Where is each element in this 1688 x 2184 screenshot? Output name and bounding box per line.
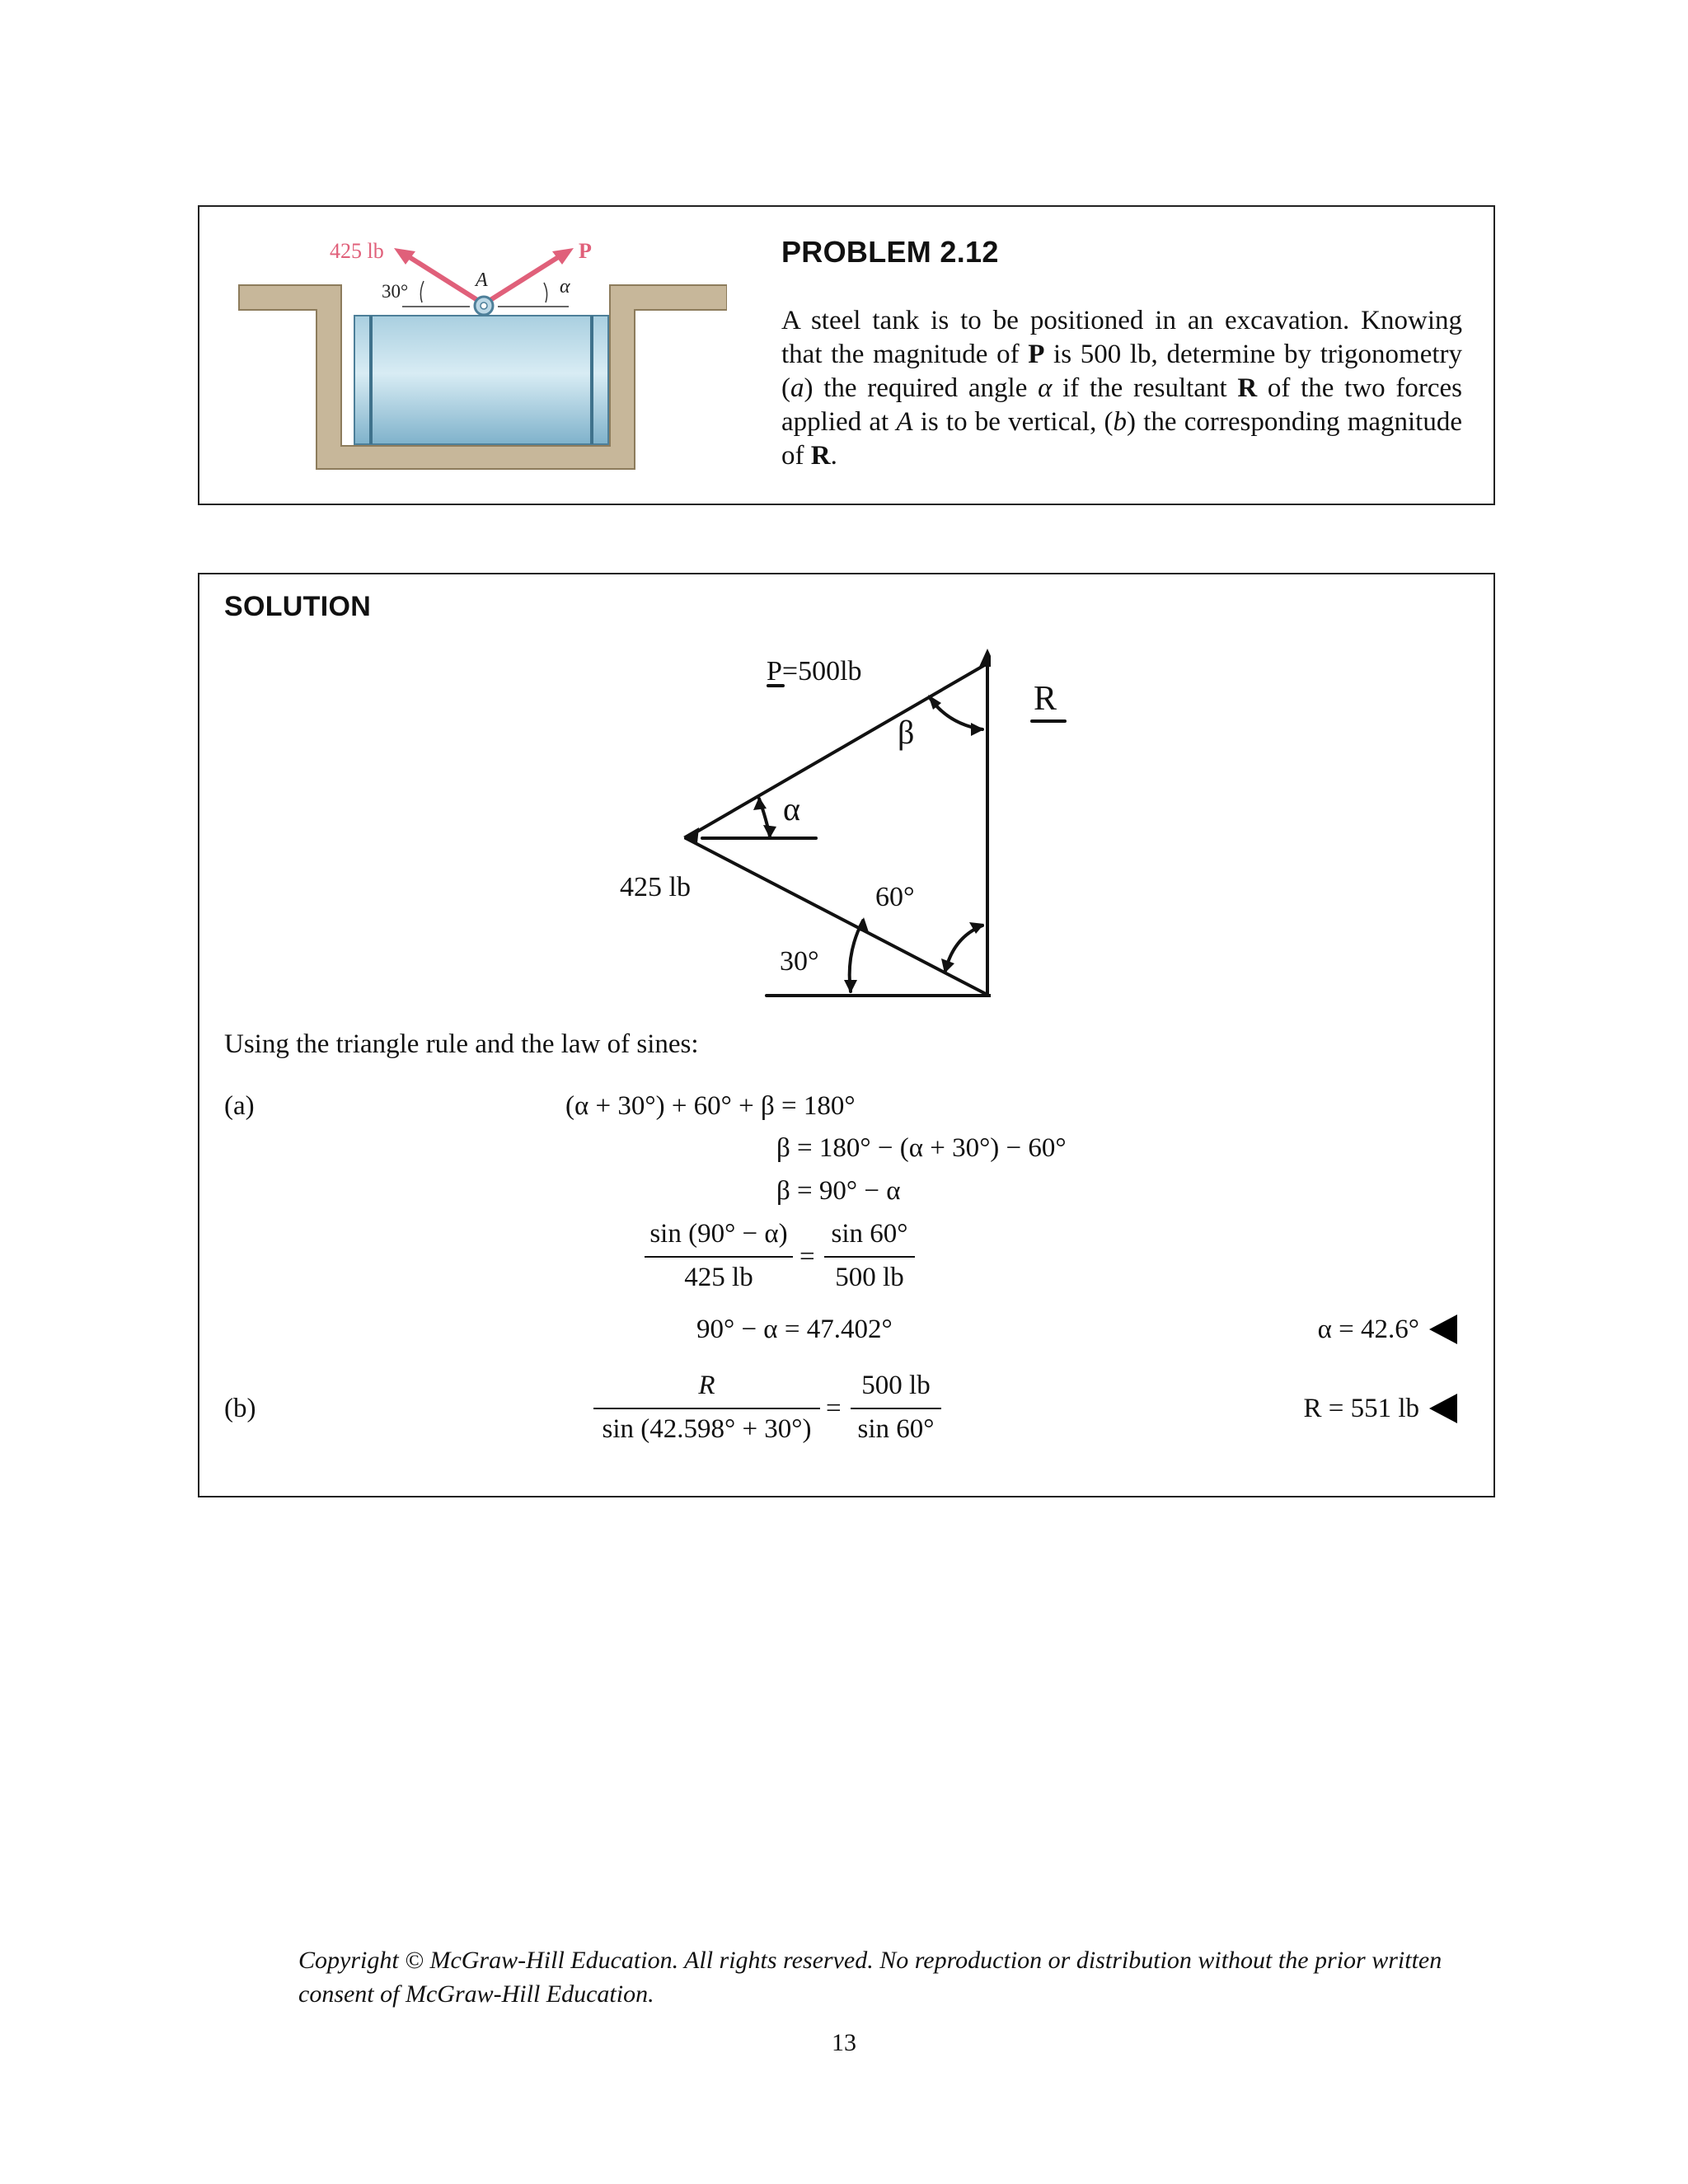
problem-title: PROBLEM 2.12 <box>781 235 999 269</box>
angle-30-label: 30° <box>382 281 409 302</box>
sketch-60-label: 60° <box>875 882 915 912</box>
resultant-fraction-right: $\frac{500 lb}{\sin 60^\circ}$ <box>851 1371 941 1445</box>
equals-sign: = <box>799 1242 815 1272</box>
solution-title: SOLUTION <box>224 591 372 622</box>
force-p-arrow <box>484 255 562 304</box>
point-a-label: A <box>476 269 488 291</box>
equation-beta-2: β = 90° − α <box>776 1176 901 1206</box>
force-425-arrow <box>406 255 484 304</box>
problem-statement: A steel tank is to be positioned in an excavation. Knowing that the magnitude of P is 500 lb, determine by trigonometry (a) the required angle α if the resultant R of the two forces applied at A is to be vertical, (b) the corresponding magnitude of R. <box>781 306 1462 471</box>
copyright-notice: Copyright © McGraw-Hill Education. All rights reserved. No reproduction or distribution without the prior written consent of McGraw-Hill Education. <box>298 1947 1442 2008</box>
tank-figure <box>199 207 727 487</box>
steel-tank <box>354 316 608 444</box>
equals-sign-b: = <box>826 1394 842 1423</box>
problem-box <box>198 205 1495 505</box>
solution-intro: Using the triangle rule and the law of sines: <box>224 1029 699 1059</box>
answer-marker-icon <box>1429 1394 1457 1423</box>
force-left-label: 425 lb <box>330 239 384 263</box>
sketch-alpha-label: α <box>783 790 800 827</box>
law-of-sines-left: $\frac{\sin (90^\circ - \alpha)}{425 lb}$ <box>645 1219 793 1293</box>
answer-a: α = 42.6° <box>1318 1315 1457 1345</box>
force-right-label: P <box>579 239 592 263</box>
resultant-fraction-left: $\frac{R}{\sin (42.598^\circ + 30^\circ)}$ <box>593 1371 820 1445</box>
angle-alpha-label: α <box>560 276 570 298</box>
sketch-beta-label: β <box>898 714 915 751</box>
law-of-sines-right: $\frac{\sin 60^\circ}{500 lb}$ <box>824 1219 915 1293</box>
part-a-label: (a) <box>224 1091 255 1121</box>
equation-beta-1: β = 180° − (α + 30°) − 60° <box>776 1133 1067 1163</box>
solution-box <box>198 573 1495 1497</box>
equation-angle-result: 90° − α = 47.402° <box>696 1315 893 1344</box>
sketch-30-label: 30° <box>780 946 819 977</box>
answer-b: R = 551 lb <box>1303 1394 1457 1424</box>
sketch-p-label: P=500lb <box>767 656 862 687</box>
sketch-r-label-wrap <box>1029 670 1095 736</box>
page-number: 13 <box>832 2029 856 2056</box>
equation-angle-sum: (α + 30°) + 60° + β = 180° <box>565 1091 856 1121</box>
answer-marker-icon <box>1429 1315 1457 1344</box>
sketch-425-label: 425 lb <box>620 872 691 902</box>
sketch-r-label: R <box>1034 680 1057 718</box>
part-b-label: (b) <box>224 1394 256 1423</box>
force-triangle-sketch <box>579 624 991 1003</box>
